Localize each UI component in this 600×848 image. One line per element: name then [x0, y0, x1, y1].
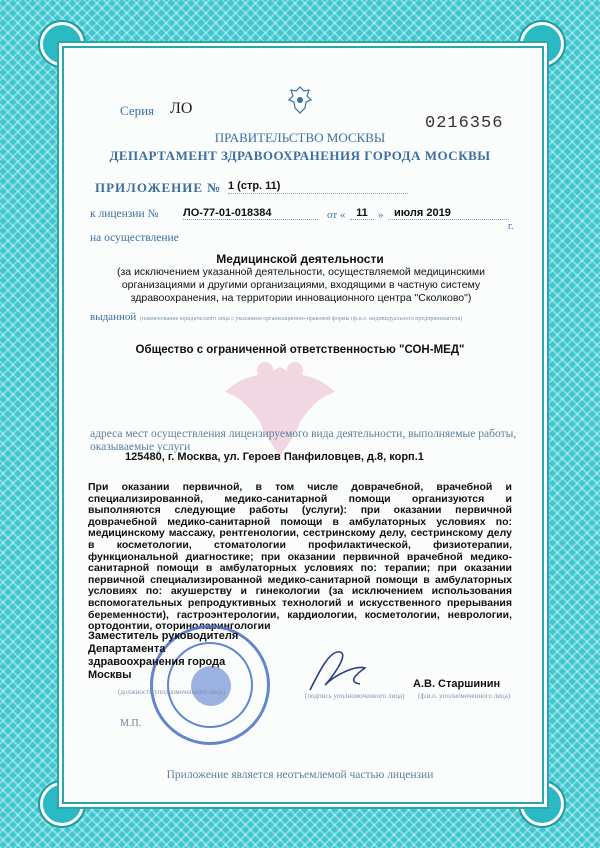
activity-title: Медицинской деятельности [216, 252, 384, 266]
activity-label: на осуществление [90, 232, 179, 244]
organization-name: Общество с ограниченной ответственностью "СОН-МЕД" [135, 344, 465, 356]
issued-hint: (наименование юридического лица с указанием организационно-правовой формы (ф.и.о. индивидуального предпринимателя) [140, 316, 463, 322]
seal-label: М.П. [120, 718, 142, 729]
position-hint: (должность уполномоченного лица) [118, 688, 226, 696]
series-value: ЛО [170, 100, 193, 117]
name-hint: (ф.и.о. уполномоченного лица) [418, 692, 511, 700]
series-label: Серия [120, 103, 155, 118]
activity-description: (за исключением указанной деятельности, осуществляемой медицинскими организациями и другими организациями, входящими в частную систему здравоохранения, на территории инновационного центра "Сколково") [117, 266, 485, 304]
government-title: ПРАВИТЕЛЬСТВО МОСКВЫ [214, 130, 386, 145]
department-title: ДЕПАРТАМЕНТ ЗДРАВООХРАНЕНИЯ ГОРОДА МОСКВЫ [109, 148, 491, 163]
annex-label: ПРИЛОЖЕНИЕ № [95, 180, 222, 195]
license-month-year: июля 2019 [388, 207, 509, 220]
services-text: При оказании первичной, в том числе доврачебной, врачебной и специализированной, медико-санитарной помощи организуются и выполняются следующие работы (услуги): при оказании первичной доврачебной медико-санитарной помощи в амбулаторных условиях по: медицинскому массажу, рентгенологии, сестринскому делу, сестринскому делу в косметологии, стоматологии профилактической, физиотерапии, функциональной диагностике; при оказании первичной врачебной медико-санитарной помощи в амбулаторных условиях по: терапии; при оказании первичной специализированной медико-санитарной помощи в амбулаторных условиях по: акушерству и гинекологии (за исключением использования вспомогательных репродуктивных технологий и искусственного прерывания беременности), гастроэнтерологии, кардиологии, косметологии, неврологии, ортодонтии, оториноларингологии [88, 481, 512, 633]
position-line: Департамента [88, 643, 166, 655]
coat-of-arms-icon [287, 85, 313, 115]
signatory-position [88, 630, 238, 682]
signature-hint: (подпись уполномоченного лица) [305, 692, 405, 700]
form-number: 0216356 [425, 114, 504, 133]
position-line: Москвы [88, 669, 132, 681]
footer-note: Приложение является неотъемлемой частью лицензии [166, 769, 434, 781]
position-line: здравоохранения города [88, 656, 226, 668]
position-line: Заместитель руководителя [88, 630, 239, 642]
issued-label: выданной [90, 311, 137, 323]
license-from-label: от « [327, 209, 346, 221]
signatory-name: А.В. Старшинин [413, 678, 501, 690]
addresses-label: адреса мест осуществления лицензируемого вида деятельности, выполняемые работы, оказываемые услуги [90, 428, 517, 453]
license-close-quote: » [378, 209, 384, 221]
address-value: 125480, г. Москва, ул. Героев Панфиловцев, д.8, корп.1 [125, 451, 424, 463]
license-day: 11 [350, 207, 374, 220]
license-number: ЛО-77-01-018384 [183, 207, 318, 220]
license-prefix: к лицензии № [90, 208, 159, 220]
handwritten-signature [300, 640, 380, 700]
license-year-suffix: г. [508, 221, 514, 232]
annex-value: 1 (стр. 11) [228, 180, 408, 194]
